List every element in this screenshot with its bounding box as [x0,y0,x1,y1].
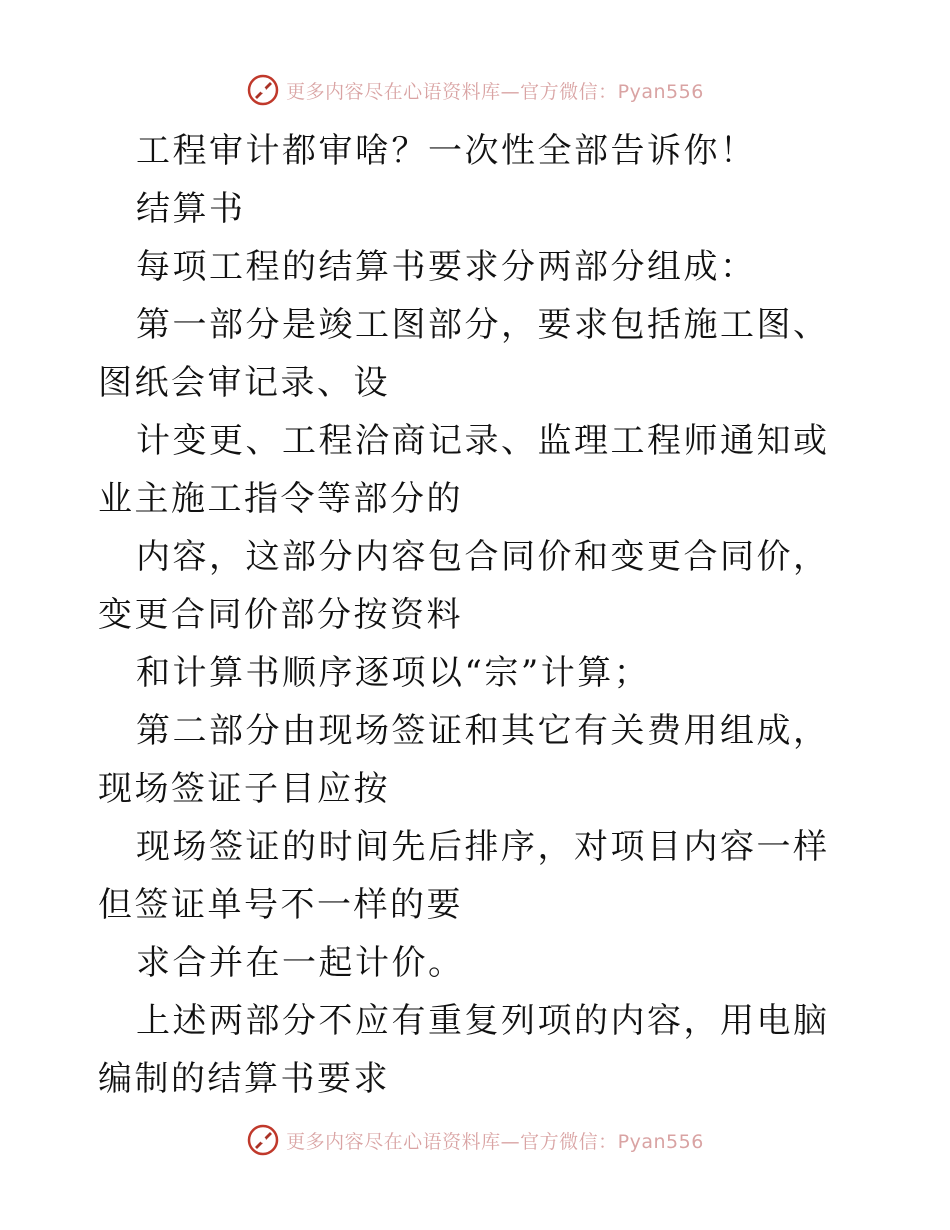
paragraph: 上述两部分不应有重复列项的内容，用电脑编制的结算书要求 [98,1001,830,1099]
header-watermark [0,72,950,108]
paragraph: 计变更、工程洽商记录、监理工程师通知或业主施工指令等部分的 [98,421,830,519]
document-body [98,122,858,1108]
quill-pen-logo-icon [246,73,280,107]
paragraph: 和计算书顺序逐项以“宗”计算； [136,653,651,693]
paragraph: 工程审计都审啥？一次性全部告诉你！ [136,131,757,171]
watermark-text: 更多内容尽在心语资料库—官方微信：Pyan556 [286,80,704,103]
paragraph: 内容，这部分内容包合同价和变更合同价，变更合同价部分按资料 [98,537,830,635]
watermark-text: 更多内容尽在心语资料库—官方微信：Pyan556 [286,1130,704,1153]
quill-pen-logo-icon [246,1123,280,1157]
paragraph: 第一部分是竣工图部分，要求包括施工图、图纸会审记录、设 [98,305,830,403]
paragraph: 结算书 [136,189,246,229]
paragraph: 第二部分由现场签证和其它有关费用组成，现场签证子目应按 [98,711,830,809]
paragraph: 每项工程的结算书要求分两部分组成： [136,247,757,287]
paragraph: 现场签证的时间先后排序，对项目内容一样但签证单号不一样的要 [98,827,830,925]
paragraph: 求合并在一起计价。 [136,943,465,983]
footer-watermark [0,1122,950,1158]
